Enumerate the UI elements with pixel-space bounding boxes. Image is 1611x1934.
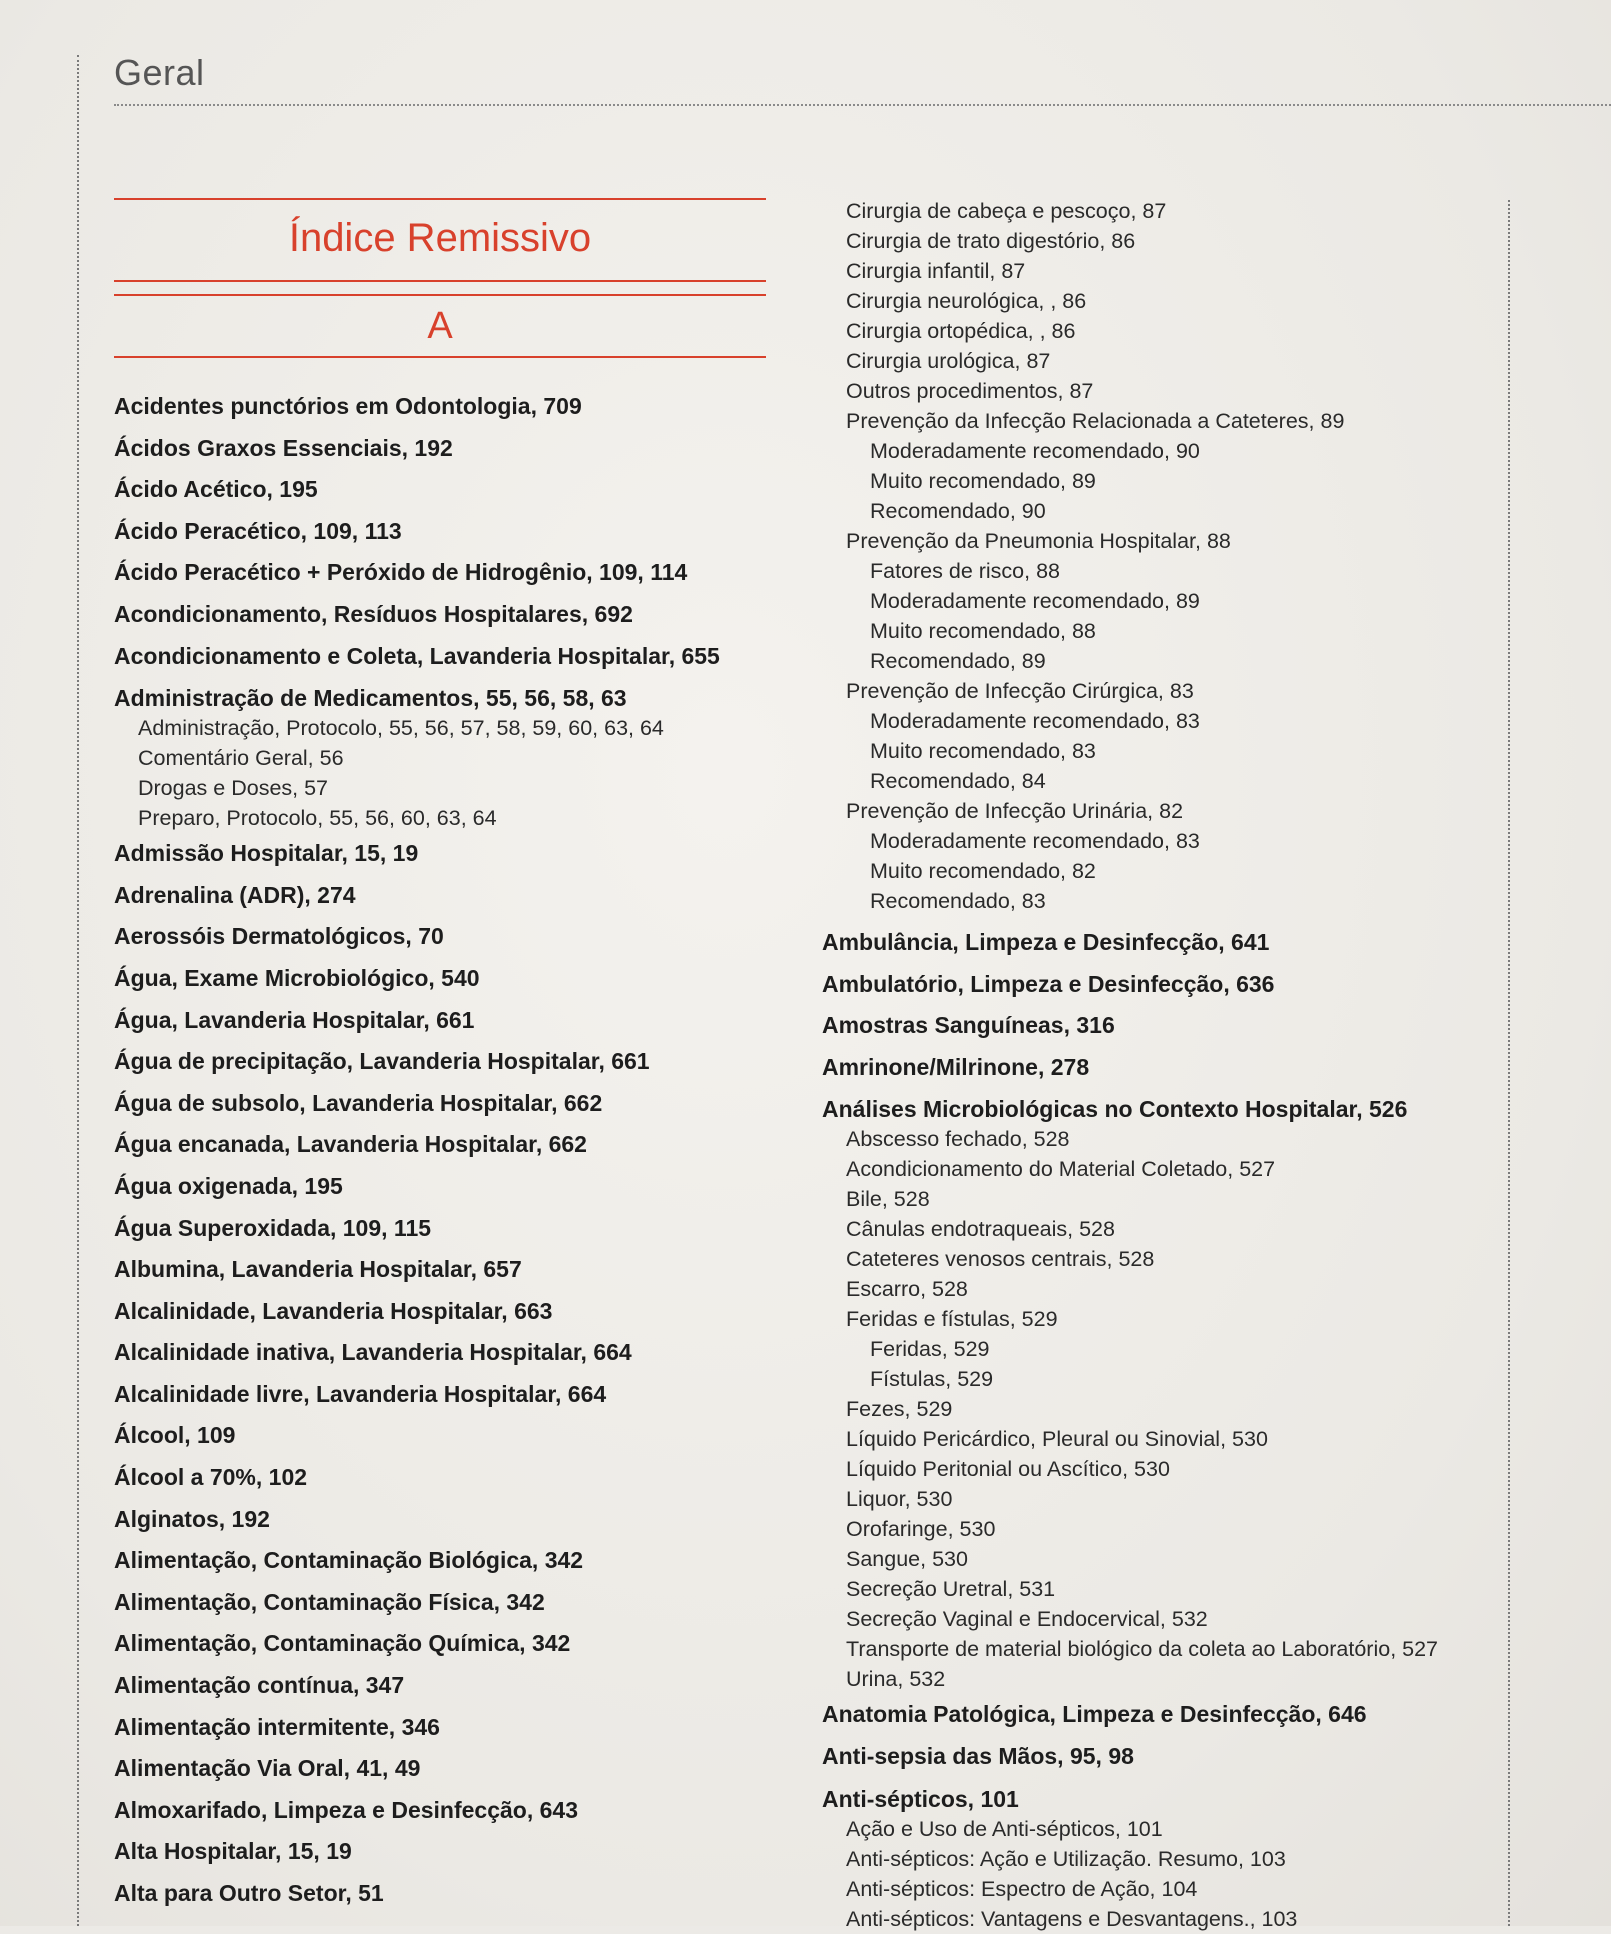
index-subentry: Moderadamente recomendado, 83 — [870, 709, 1200, 733]
index-entry: Álcool, 109 — [114, 1422, 236, 1449]
index-entry: Água, Exame Microbiológico, 540 — [114, 964, 480, 991]
index-subentry: Muito recomendado, 82 — [870, 859, 1096, 883]
index-subentry: Cirurgia infantil, 87 — [846, 259, 1026, 283]
index-entry: Ácido Acético, 195 — [114, 476, 318, 503]
title-top-rule — [114, 198, 766, 200]
index-subentry: Cirurgia ortopédica, , 86 — [846, 319, 1076, 343]
index-subentry: Cirurgia de trato digestório, 86 — [846, 229, 1136, 253]
index-subentry: Feridas e fístulas, 529 — [846, 1307, 1058, 1332]
index-entry: Almoxarifado, Limpeza e Desinfecção, 643 — [114, 1796, 579, 1823]
index-subentry: Feridas, 529 — [870, 1337, 990, 1362]
index-subentry: Abscesso fechado, 528 — [846, 1127, 1070, 1152]
index-entry: Água de subsolo, Lavanderia Hospitalar, 662 — [114, 1089, 603, 1116]
index-subentry: Acondicionamento do Material Coletado, 527 — [846, 1157, 1276, 1182]
index-subentry: Recomendado, 84 — [870, 769, 1046, 793]
index-subentry: Fístulas, 529 — [870, 1367, 994, 1392]
index-subentry: Líquido Peritonial ou Ascítico, 530 — [846, 1457, 1170, 1482]
index-entry: Ambulância, Limpeza e Desinfecção, 641 — [822, 929, 1270, 955]
index-subentry: Escarro, 528 — [846, 1277, 968, 1302]
index-title: Índice Remissivo — [288, 216, 592, 260]
index-entry: Alcalinidade livre, Lavanderia Hospitalar, 664 — [114, 1380, 607, 1407]
index-subentry: Moderadamente recomendado, 83 — [870, 829, 1200, 853]
index-subentry: Transporte de material biológico da coleta ao Laboratório, 527 — [846, 1637, 1439, 1662]
index-entry: Água Superoxidada, 109, 115 — [114, 1214, 432, 1241]
index-subentry: Anti-sépticos: Vantagens e Desvantagens., 103 — [846, 1906, 1298, 1931]
index-entry: Administração de Medicamentos, 55, 56, 58, 63 — [114, 685, 627, 712]
index-entry: Alimentação, Contaminação Física, 342 — [114, 1588, 545, 1615]
index-subentry: Moderadamente recomendado, 90 — [870, 439, 1200, 463]
index-entry: Alimentação, Contaminação Biológica, 342 — [114, 1547, 584, 1574]
left-dotted-margin-rule — [77, 55, 79, 1926]
index-entry: Água de precipitação, Lavanderia Hospitalar, 661 — [114, 1048, 650, 1075]
index-subentry: Muito recomendado, 88 — [870, 619, 1096, 643]
index-entry: Água encanada, Lavanderia Hospitalar, 662 — [114, 1131, 587, 1158]
index-subentry: Secreção Uretral, 531 — [846, 1577, 1056, 1602]
letter-bottom-rule — [114, 356, 766, 358]
index-entry: Ácido Peracético, 109, 113 — [114, 517, 402, 544]
right-dotted-margin-rule — [1508, 200, 1510, 1926]
index-subentry: Urina, 532 — [846, 1667, 946, 1692]
index-subentry: Preparo, Protocolo, 55, 56, 60, 63, 64 — [138, 806, 497, 831]
index-subentry: Muito recomendado, 89 — [870, 469, 1096, 493]
index-entry: Alimentação intermitente, 346 — [114, 1713, 440, 1740]
index-subentry: Cirurgia de cabeça e pescoço, 87 — [846, 199, 1167, 223]
index-entry: Ácido Peracético + Peróxido de Hidrogênio, 109, 114 — [114, 559, 688, 586]
index-column-right — [822, 196, 1502, 1934]
index-subentry: Anti-sépticos: Ação e Utilização. Resumo, 103 — [846, 1846, 1286, 1871]
index-entry: Água, Lavanderia Hospitalar, 661 — [114, 1006, 475, 1033]
index-subentry: Prevenção da Pneumonia Hospitalar, 88 — [846, 529, 1231, 553]
index-entry: Álcool a 70%, 102 — [114, 1464, 308, 1491]
index-entry: Alimentação contínua, 347 — [114, 1672, 405, 1699]
index-entry: Análises Microbiológicas no Contexto Hospitalar, 526 — [822, 1096, 1408, 1123]
index-entry: Aerossóis Dermatológicos, 70 — [114, 923, 444, 950]
index-subentry: Orofaringe, 530 — [846, 1517, 996, 1542]
index-subentry: Cateteres venosos centrais, 528 — [846, 1247, 1155, 1272]
index-subentry: Fezes, 529 — [846, 1397, 953, 1422]
index-subentry: Recomendado, 83 — [870, 889, 1046, 913]
index-subentry: Administração, Protocolo, 55, 56, 57, 58, 59, 60, 63, 64 — [138, 716, 664, 741]
index-title-block — [114, 198, 766, 358]
index-subentry: Liquor, 530 — [846, 1487, 953, 1512]
index-entry: Alta para Outro Setor, 51 — [114, 1880, 384, 1906]
index-entry: Ácidos Graxos Essenciais, 192 — [114, 434, 453, 461]
index-entry: Anti-sepsia das Mãos, 95, 98 — [822, 1742, 1134, 1769]
index-entry: Anatomia Patológica, Limpeza e Desinfecção, 646 — [822, 1701, 1367, 1728]
index-subentry: Moderadamente recomendado, 89 — [870, 589, 1200, 613]
index-entry: Alta Hospitalar, 15, 19 — [114, 1838, 352, 1865]
index-entry: Alimentação Via Oral, 41, 49 — [114, 1755, 421, 1782]
index-subentry: Comentário Geral, 56 — [138, 746, 344, 771]
index-subentry: Recomendado, 89 — [870, 649, 1046, 673]
index-entry: Acondicionamento e Coleta, Lavanderia Hospitalar, 655 — [114, 642, 720, 669]
index-entry: Alginatos, 192 — [114, 1505, 270, 1532]
index-entry: Anti-sépticos, 101 — [822, 1785, 1019, 1812]
index-entry: Albumina, Lavanderia Hospitalar, 657 — [114, 1256, 522, 1283]
index-entry: Alcalinidade inativa, Lavanderia Hospitalar, 664 — [114, 1339, 632, 1366]
index-entry: Alcalinidade, Lavanderia Hospitalar, 663 — [114, 1297, 553, 1324]
index-entry: Acondicionamento, Resíduos Hospitalares, 692 — [114, 600, 633, 627]
section-letter: A — [427, 305, 453, 347]
index-entry: Amrinone/Milrinone, 278 — [822, 1053, 1090, 1080]
index-entry: Acidentes punctórios em Odontologia, 709 — [114, 393, 582, 419]
index-subentry: Cirurgia neurológica, , 86 — [846, 289, 1087, 313]
index-subentry: Outros procedimentos, 87 — [846, 379, 1094, 403]
index-subentry: Prevenção de Infecção Cirúrgica, 83 — [846, 679, 1194, 703]
index-subentry: Fatores de risco, 88 — [870, 559, 1061, 583]
index-entry: Ambulatório, Limpeza e Desinfecção, 636 — [822, 970, 1275, 997]
index-entry: Água oxigenada, 195 — [114, 1172, 343, 1199]
index-entry: Admissão Hospitalar, 15, 19 — [114, 840, 419, 867]
index-subentry: Muito recomendado, 83 — [870, 739, 1096, 763]
index-subentry: Drogas e Doses, 57 — [138, 776, 329, 801]
index-subentry: Anti-sépticos: Espectro de Ação, 104 — [846, 1876, 1198, 1901]
index-subentry: Ação e Uso de Anti-sépticos, 101 — [846, 1816, 1163, 1841]
index-entry: Alimentação, Contaminação Química, 342 — [114, 1630, 571, 1657]
index-subentry: Prevenção da Infecção Relacionada a Cateteres, 89 — [846, 409, 1345, 433]
index-entry: Amostras Sanguíneas, 316 — [822, 1012, 1115, 1039]
index-subentry: Bile, 528 — [846, 1187, 930, 1212]
index-subentry: Secreção Vaginal e Endocervical, 532 — [846, 1607, 1208, 1632]
index-subentry: Recomendado, 90 — [870, 499, 1046, 523]
index-column-left — [114, 386, 814, 1915]
section-label: Geral — [114, 52, 205, 93]
index-subentry: Cirurgia urológica, 87 — [846, 349, 1051, 373]
index-subentry: Prevenção de Infecção Urinária, 82 — [846, 799, 1184, 823]
index-entry: Adrenalina (ADR), 274 — [114, 881, 356, 908]
index-subentry: Líquido Pericárdico, Pleural ou Sinovial, 530 — [846, 1427, 1268, 1452]
index-subentry: Cânulas endotraqueais, 528 — [846, 1217, 1115, 1242]
header-dotted-rule — [114, 104, 1611, 106]
index-subentry: Sangue, 530 — [846, 1547, 968, 1572]
